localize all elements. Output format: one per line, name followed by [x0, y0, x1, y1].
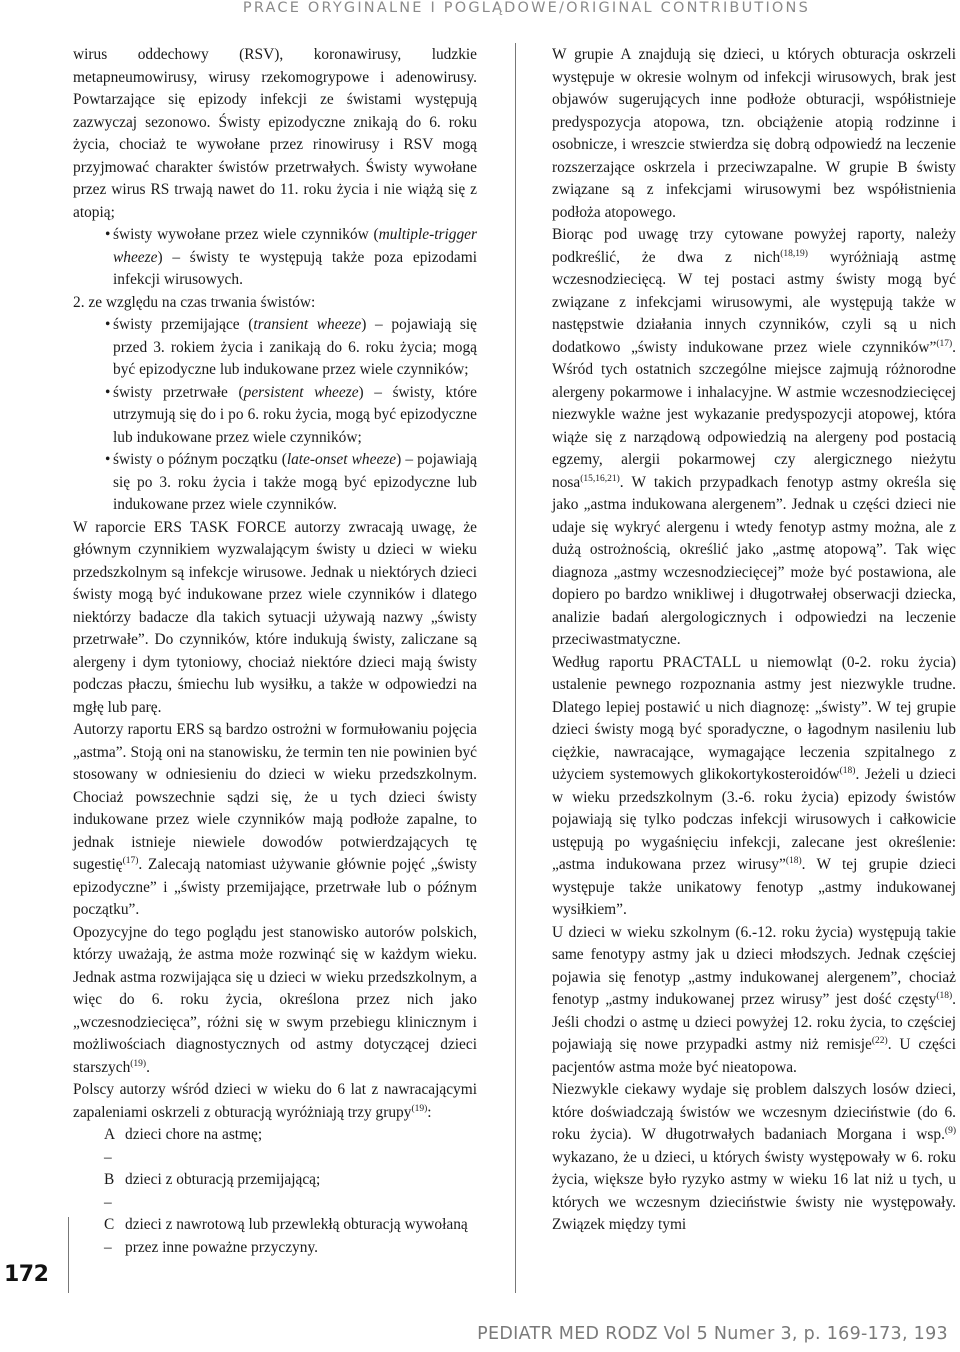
column-separator — [515, 43, 516, 1293]
page-number-rule — [68, 1217, 69, 1293]
paragraph: W grupie A znajdują się dzieci, u których obturacja oskrzeli występuje w okresie wolnym od infekcji wirusowych, brak jest objawów sugerujących inne podłoże obturacji, współistnieje predyspozycja atopowa, tzn. obciążenie atopią rodzinne i osobnicze, i wreszcie stwierdza się dobrą odpowiedź na leczenie rozszerzające oskrzela i przeciwzapalne. W grupie B świsty związane są z infekcjami wirusowymi bez współistnienia podłoża atopowego. — [552, 46, 956, 221]
left-column — [73, 44, 477, 1259]
page-number: 172 — [4, 1262, 49, 1287]
group-item: C – dzieci z nawrotową lub przewlekłą obturacją wywołaną przez inne poważne przyczyny. — [104, 1216, 468, 1256]
paragraph: U dzieci w wieku szkolnym (6.-12. roku życia) występują takie same fenotypy astmy jak u dzieci młodszych. Jednak częściej pojawia się fenotyp „astmy indukowanej alergenem”, chociaż fenotyp „astmy indukowanej przez wirusy” jest dość częsty$^{(18)}$. Jeśli chodzi o astmę u dzieci powyżej 12. roku życia, to częściej pojawiają się nowe przypadki astmy niż remisje$^{(22)}$. U części pacjentów astma może być nieatopowa. — [552, 923, 956, 1076]
list-item: • świsty o późnym początku (late-onset wheeze) – pojawiają się po 3. roku życia i także mogą być epizodyczne lub indukowane przez wiele czynników. — [73, 449, 477, 517]
paragraph: Polscy autorzy wśród dzieci w wieku do 6 lat z nawracającymi zapaleniami oskrzeli z obturacją wyróżniają trzy grupy$^{(19)}$: — [73, 1081, 477, 1121]
paragraph: wirus oddechowy (RSV), koronawirusy, ludzkie metapneumowirusy, wirusy rzekomogrypowe i adenowirusy. Powtarzające się epizody infekcji ze świstami występują zazwyczaj sezonowo. Świsty epizodyczne znikają do 6. roku życia, chociaż te wywołane przez rinowirusy i RSV mogą przyjmować charakter świstów przetrwałych. Świsty wywołane przez wirus RS trwają nawet do 11. roku życia i nie wiążą się z atopią; — [73, 46, 477, 221]
right-column — [552, 44, 956, 1237]
paragraph: Według raportu PRACTALL u niemowląt (0-2. roku życia) ustalenie pewnego rozpoznania astmy jest niezwykle trudne. Dlatego lepiej postawić u nich diagnozę: „świsty”. W tej grupie dzieci świsty mogą być sporadyczne, o łagodnym nasileniu lub ciężkie, nawracające, wymagające leczenia szpitalnego z użyciem systemowych glikokortykosteroidów$^{(18)}$. Jeżeli u dzieci w wieku przedszkolnym (3.-6. roku życia) epizody świstów pojawiają się tylko podczas infekcji wirusowych i całkowicie ustępują po wygaśnięciu infekcji, zalecane jest określenie: „astma indukowana przez wirusy”$^{(18)}$. W tej grupie dzieci występuje także unikatowy fenotyp „astmy indukowanej wysiłkiem”. — [552, 653, 956, 918]
paragraph: W raporcie ERS TASK FORCE autorzy zwracają uwagę, że głównym czynnikiem wyzwalającym świsty u dzieci w wieku przedszkolnym są infekcje wirusowe. Jednak u niektórych dzieci świsty mogą być indukowane przez wiele czynników i dlatego niektórzy badacze dla takich sytuacji używają nazwy „świsty przetrwałe”. Do czynników, które indukują świsty, zaliczane są alergeny i dym tytoniowy, chociaż niektóre dzieci mają świsty podczas płaczu, śmiechu lub wysiłku, a także w odpowiedzi na mgłę lub parę. — [73, 518, 477, 716]
paragraph: Opozycyjne do tego poglądu jest stanowisko autorów polskich, którzy uważają, że astma może rozwinąć się w każdym wieku. Jednak astma rozwijająca się u dzieci w wieku przedszkolnym, a więc do 6. roku życia, określona przez nich jako „wczesnodziecięca”, różni się w swym przebiegu klinicznym i możliwościach diagnostycznych od astmy dotyczącej dzieci starszych$^{(19)}$. — [73, 923, 477, 1076]
list-item: • świsty przetrwałe (persistent wheeze) – świsty, które utrzymują się do i po 6. roku życia, mogą być epizodyczne lub indukowane przez wiele czynników; — [73, 382, 477, 450]
paragraph: Niezwykle ciekawy wydaje się problem dalszych losów dzieci, które doświadczają świstów we wczesnym dzieciństwie (do 6. roku życia). W długotrwałych badaniach Morgana i wsp.$^{(9)}$ wykazano, że u dzieci, u których świsty występowały w 6. roku życia, większe było ryzyko astmy w wieku 16 lat niż u tych, u których we wczesnym dzieciństwie świsty nie występowały. Związek między tymi — [552, 1081, 956, 1233]
running-footer: PEDIATR MED RODZ Vol 5 Numer 3, p. 169-173, 193 — [477, 1324, 948, 1344]
list-item: • świsty przemijające (transient wheeze) – pojawiają się przed 3. rokiem życia i zanikają do 6. roku życia; mogą być epizodyczne lub indukowane przez wiele czynników; — [73, 314, 477, 382]
group-item: B – dzieci z obturacją przemijającą; — [104, 1171, 321, 1211]
bullet-icon: • — [105, 316, 111, 333]
bullet-icon: • — [105, 226, 111, 243]
bullet-icon: • — [105, 451, 111, 468]
group-item: A – dzieci chore na astmę; — [104, 1126, 263, 1166]
list-item: • świsty wywołane przez wiele czynników (multiple-trigger wheeze) – świsty te występują także poza epizodami infekcji wirusowych. — [73, 224, 477, 292]
paragraph: Biorąc pod uwagę trzy cytowane powyżej raporty, należy podkreślić, że dwa z nich$^{(18,19)}$ wyróżniają astmę wczesnodziecięcą. W tej postaci astmy świsty mogą być związane z infekcjami wirusowymi, ale występują także w następstwie działania innych czynników, czyli są u nich dodatkowo „świsty indukowane przez wiele czynników”$^{(17)}$. Wśród tych ostatnich szczególne miejsce zajmują różnorodne alergeny pokarmowe i inhalacyjne. W astmie wczesnodziecięcej niezwykle ważne jest wykazanie predyspozycji atopowej, która wiąże się z narządową odpowiedzią na alergeny pod postacią egzemy, alergii pokarmowej czy alergicznego nieżytu nosa$^{(15,16,21)}$. W takich przypadkach fenotyp astmy określa się jako „astma indukowana alergenem”. Jednak u części dzieci nie udaje się wykryć alergenu i wtedy fenotyp astmy można, ale z dużą ostrożnością, określić jako „astmę atopową”. Tak więc diagnoza „astmy wczesnodziecięcej” może być postawiona, ale dopiero po bardzo wnikliwej i długotrwałej obserwacji dziecka, analizie badań alergologicznych i odpowiedzi na leczenie przeciwastmatyczne. — [552, 226, 957, 648]
bullet-icon: • — [105, 383, 111, 401]
paragraph: Autorzy raportu ERS są bardzo ostrożni w formułowaniu pojęcia „astma”. Stoją oni na stanowisku, że termin ten nie powinien być stosowany w odniesieniu do dzieci w wieku przedszkolnym. Chociaż powszechnie sądzi się, że u tych dzieci świsty indukowane przez wiele czynników mają podłoże zapalne, to jednak istnieje niewiele dowodów potwierdzających tę sugestię$^{(17)}$. Zalecają natomiast używanie głównie pojęć „świsty epizodyczne” i „świsty przemijające, przetrwałe lub o późnym początku”. — [73, 721, 477, 918]
section-heading: 2. ze względu na czas trwania świstów: — [73, 293, 316, 311]
running-header: PRACE ORYGINALNE I POGLĄDOWE/ORIGINAL CONTRIBUTIONS — [242, 0, 810, 16]
